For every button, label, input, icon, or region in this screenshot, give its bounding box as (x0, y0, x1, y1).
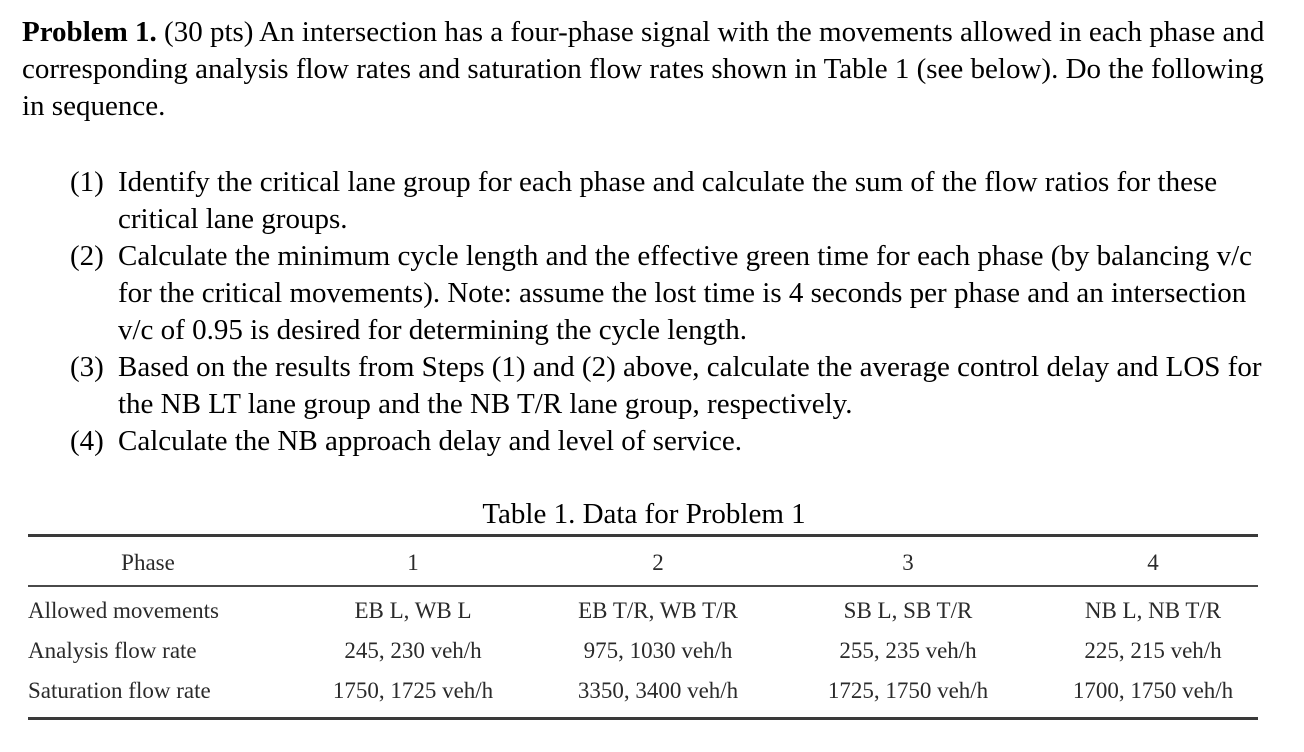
table-cell: 975, 1030 veh/h (583, 638, 733, 663)
step-text: Calculate the minimum cycle length and the effective green time for each phase (by balancing v/c for the critical movements). Note: assume the lost time is 4 seconds per phase and an intersection v/c of 0.95 is desired for determining the cycle length. (118, 240, 1253, 346)
steps-list (70, 164, 1284, 460)
step-item (70, 164, 1284, 238)
table-cell: EB L, WB L (354, 598, 472, 623)
table-cell: NB L, NB T/R (1084, 598, 1222, 623)
step-number: (1) (70, 166, 104, 198)
table-cell: 255, 235 veh/h (839, 638, 977, 663)
problem-statement (22, 14, 1284, 125)
table-cell: SB L, SB T/R (843, 598, 973, 623)
table-bottom-rule (28, 717, 1258, 720)
table-cell: 245, 230 veh/h (344, 638, 482, 663)
step-text: Identify the critical lane group for each phase and calculate the sum of the flow ratios for these critical lane groups. (118, 166, 1218, 235)
step-text: Calculate the NB approach delay and level of service. (118, 425, 743, 457)
data-table (28, 534, 1258, 720)
table-cell: 225, 215 veh/h (1084, 638, 1222, 663)
row-label: Analysis flow rate (28, 638, 197, 663)
table-cell: 1750, 1725 veh/h (332, 678, 494, 703)
step-item (70, 349, 1284, 423)
problem-heading: Problem 1. (22, 16, 157, 48)
header-cell: 4 (1147, 550, 1159, 575)
step-number: (3) (70, 351, 104, 383)
table-body (28, 587, 1258, 717)
header-cell: 3 (902, 550, 914, 575)
header-cell: 1 (407, 550, 419, 575)
table-cell: EB T/R, WB T/R (578, 598, 738, 623)
header-cell: Phase (121, 550, 175, 575)
table-cell: 3350, 3400 veh/h (577, 678, 739, 703)
table-row (28, 631, 1258, 671)
row-label: Allowed movements (28, 598, 219, 623)
table-row (28, 591, 1258, 631)
step-number: (2) (70, 240, 104, 272)
row-label: Saturation flow rate (28, 678, 211, 703)
table-row (28, 671, 1258, 711)
step-item (70, 423, 1284, 460)
table-caption: Table 1. Data for Problem 1 (482, 498, 806, 530)
problem-intro: (30 pts) An intersection has a four-phase signal with the movements allowed in each phase and corresponding analysis flow rates and saturation flow rates shown in Table 1 (see below). Do the following in sequence. (22, 16, 1265, 122)
step-number: (4) (70, 425, 104, 457)
header-cell: 2 (652, 550, 664, 575)
table-cell: 1700, 1750 veh/h (1072, 678, 1234, 703)
step-item (70, 238, 1284, 349)
step-text: Based on the results from Steps (1) and (2) above, calculate the average control delay and LOS for the NB LT lane group and the NB T/R lane group, respectively. (118, 351, 1262, 420)
table-header-row (28, 537, 1258, 585)
table-cell: 1725, 1750 veh/h (827, 678, 989, 703)
